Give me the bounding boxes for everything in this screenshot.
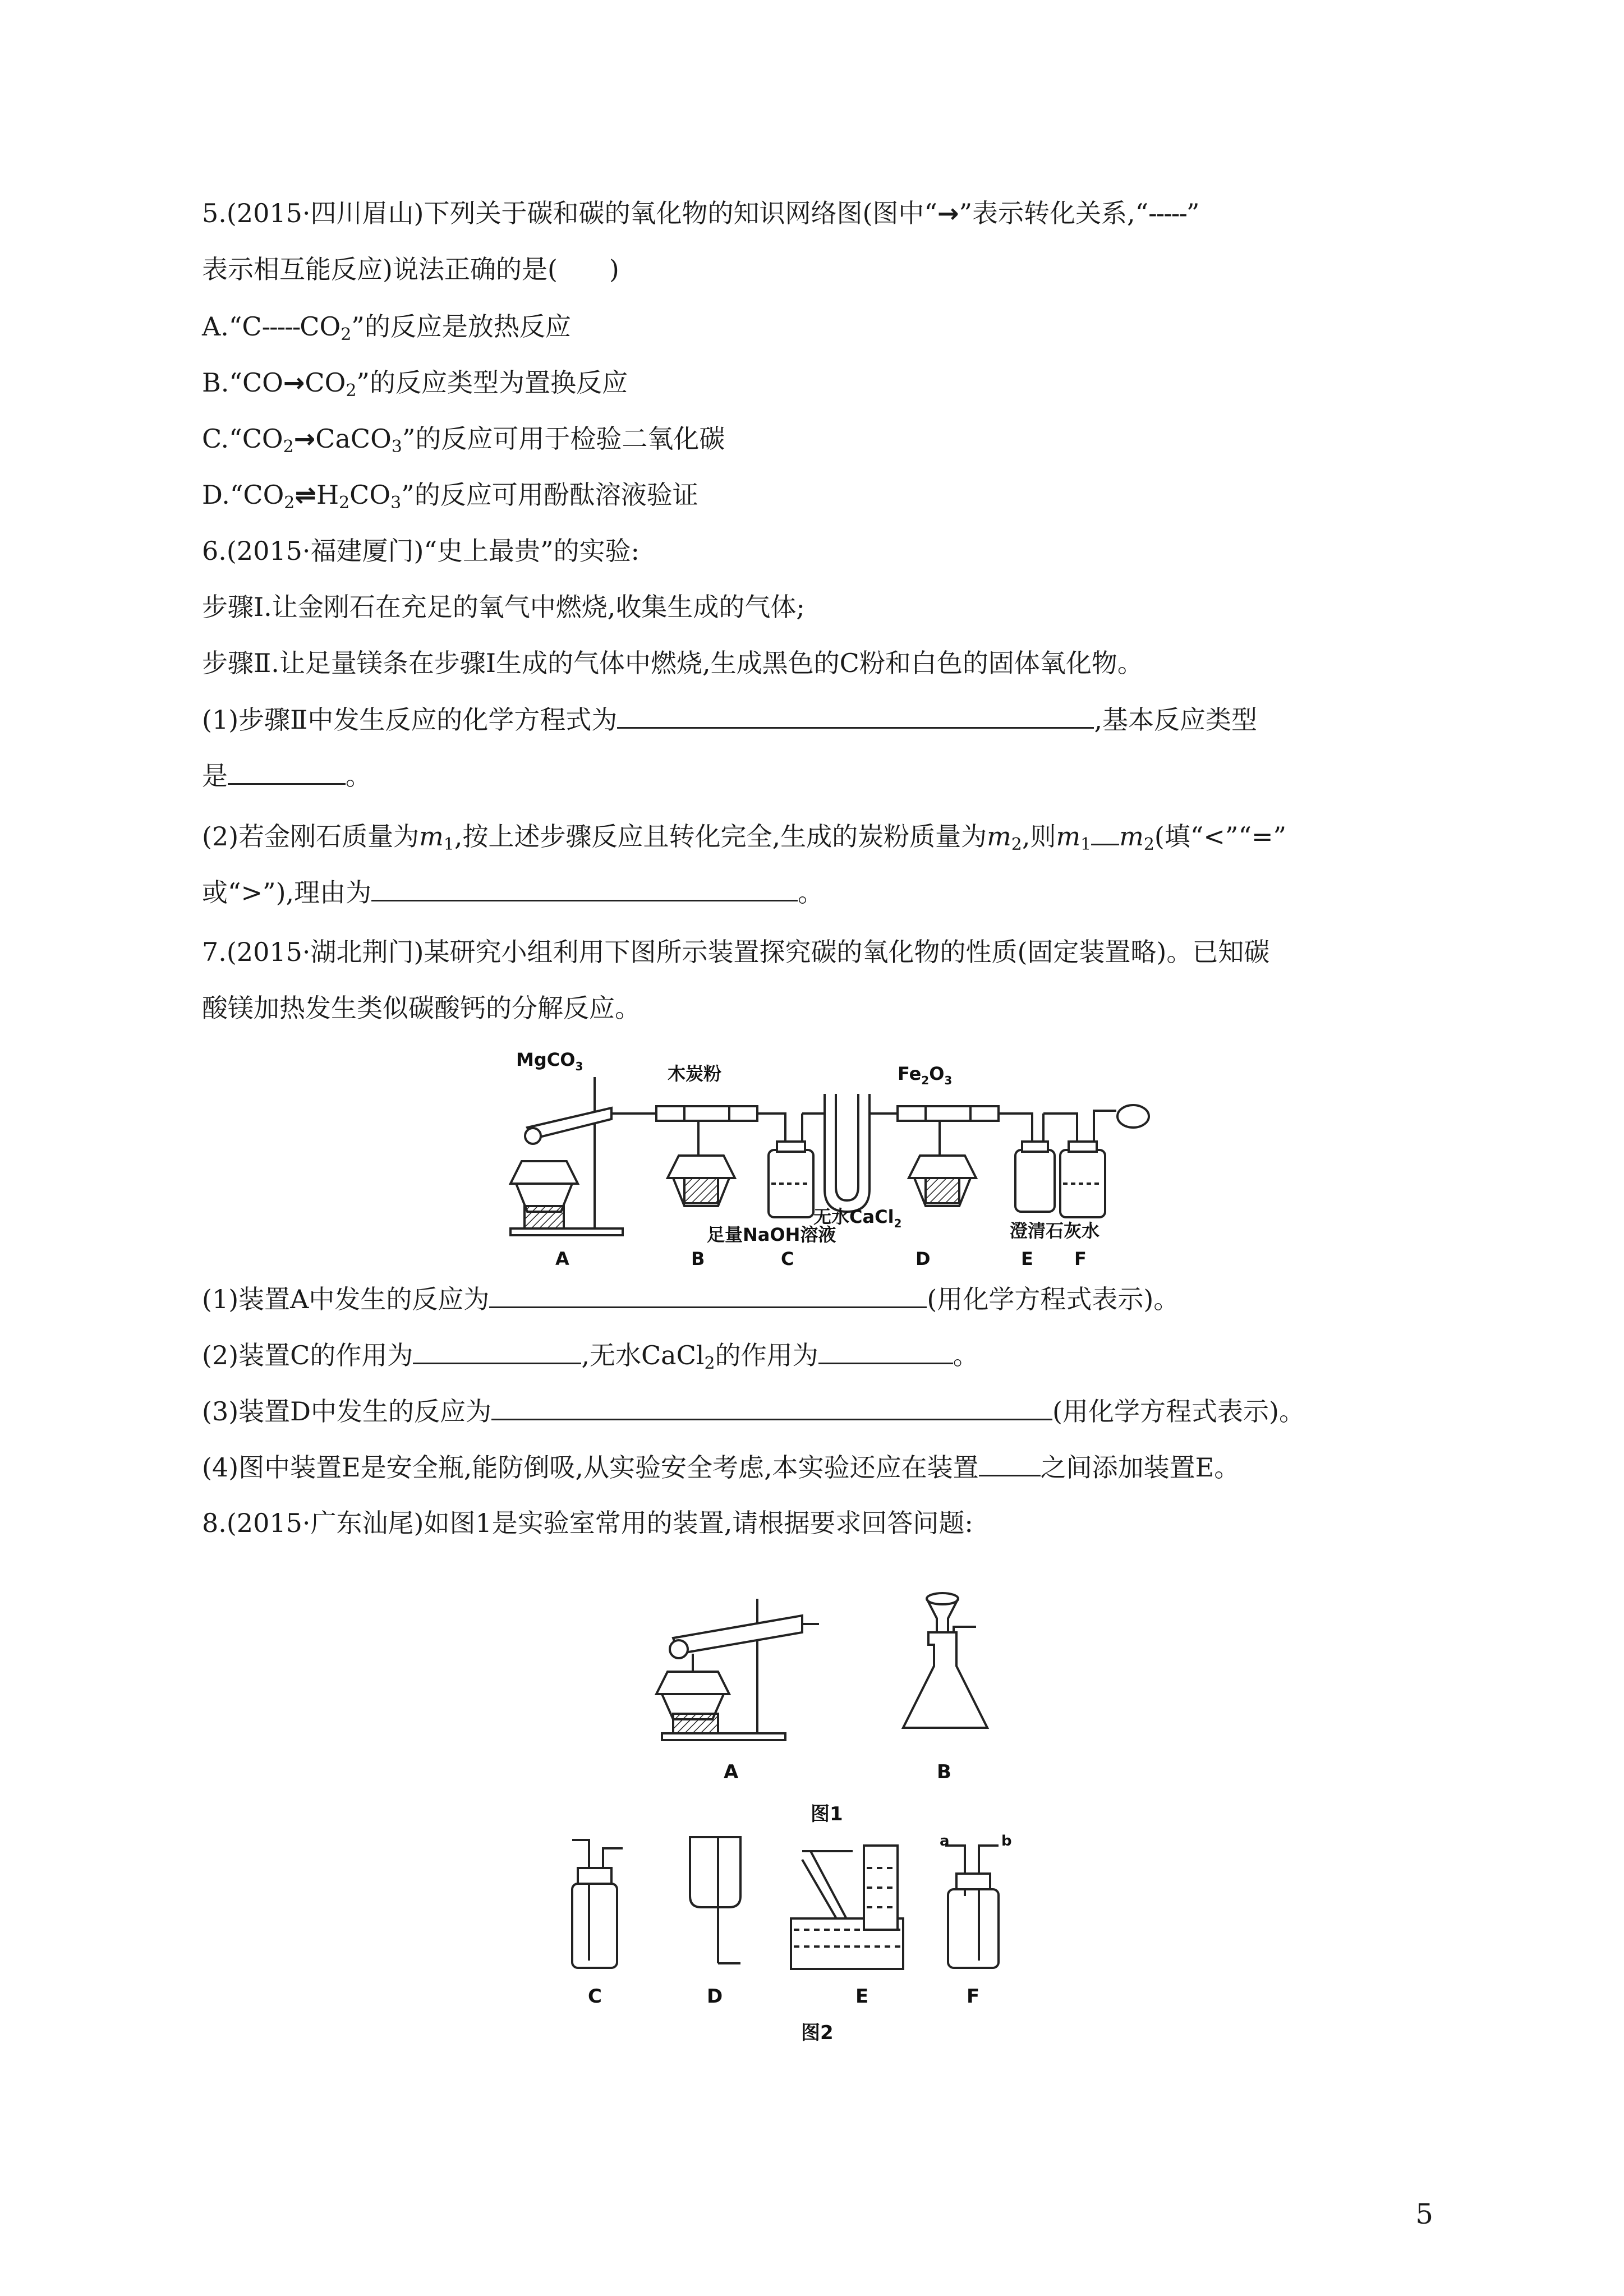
fig-label-e: E <box>1021 1248 1033 1268</box>
port-a-label: a <box>940 1834 950 1849</box>
q5-option-b: $B.“CO\to CO_2$”的反应类型为置换反应 <box>202 367 628 401</box>
fig2-label-c: C <box>588 1985 602 2008</box>
q5-option-a: $A.“C-----CO_2$”的反应是放热反应 <box>202 311 571 344</box>
answer-blank[interactable] <box>371 875 798 901</box>
label-naoh: 足量NaOH溶液 <box>707 1224 836 1245</box>
fig2-label-e: E <box>855 1985 869 2008</box>
q8-figure-1 <box>640 1588 1010 1829</box>
answer-blank[interactable] <box>491 1394 1052 1420</box>
port-b-label: b <box>1001 1834 1012 1849</box>
q6-part2: (2)若金刚石质量为$m_1$,按上述步骤反应且转化完全,生成的炭粉质量为$m_2$,则$m_1$ $m_2$(填“<”“=” <box>202 819 1286 853</box>
label-fe2o3: $Fe_2O_3$ <box>898 1063 953 1087</box>
q6-stem: 6.(2015·福建厦门)“史上最贵”的实验: <box>202 536 640 566</box>
q8-figure-2 <box>561 1834 1077 2047</box>
q7-part4: (4)图中装置E是安全瓶,能防倒吸,从实验安全考虑,本实验还应在装置 之间添加装置E。 <box>202 1450 1240 1484</box>
q7-stem-line1: 7.(2015·湖北荆门)某研究小组利用下图所示装置探究碳的氧化物的性质(固定装置略)。已知碳 <box>202 937 1270 967</box>
q6-step2: 步骤Ⅱ.让足量镁条在步骤Ⅰ生成的气体中燃烧,生成黑色的C粉和白色的固体氧化物。 <box>202 648 1143 678</box>
q7-stem-line2: 酸镁加热发生类似碳酸钙的分解反应。 <box>202 993 641 1023</box>
label-mgco3: MgCO$_3$ <box>516 1049 583 1073</box>
q7-part1: (1)装置A中发生的反应为 (用化学方程式表示)。 <box>202 1282 1179 1316</box>
fig2-label-f: F <box>967 1985 980 2008</box>
fig2-label-d: D <box>707 1985 723 2008</box>
q7-part3: (3)装置D中发生的反应为 (用化学方程式表示)。 <box>202 1394 1305 1428</box>
q5-option-d: $D.“CO_2\rightleftharpoons H_2CO_3$”的反应可用酚酞溶液验证 <box>202 480 698 513</box>
fig-label-f: F <box>1074 1248 1087 1268</box>
label-limewater: 澄清石灰水 <box>1010 1220 1100 1241</box>
q7-part2: (2)装置C的作用为 ,无水CaCl$_2$的作用为 。 <box>202 1338 979 1372</box>
answer-blank[interactable] <box>979 1450 1041 1476</box>
q6-part1-line2: 是 。 <box>202 758 371 793</box>
fig-label-a: A <box>555 1248 569 1268</box>
fig-label-b: B <box>691 1248 705 1268</box>
q7-apparatus-figure <box>494 1043 1156 1268</box>
q6-part2-line2: 或“>”),理由为 。 <box>202 875 823 909</box>
answer-blank[interactable] <box>413 1338 581 1364</box>
answer-blank[interactable] <box>818 1338 953 1364</box>
q6-part1: (1)步骤Ⅱ中发生反应的化学方程式为 ,基本反应类型 <box>202 702 1257 737</box>
fig-label-d: D <box>915 1248 931 1268</box>
fig1-label-a: A <box>724 1761 739 1783</box>
label-cacl2: 无水CaCl$_2$ <box>813 1206 902 1230</box>
fig2-caption: 图2 <box>801 2022 834 2044</box>
answer-blank[interactable] <box>228 758 346 785</box>
q6-step1: 步骤Ⅰ.让金刚石在充足的氧气中燃烧,收集生成的气体; <box>202 592 805 622</box>
q5-stem-line1: 5.(2015·四川眉山)下列关于碳和碳的氧化物的知识网络图(图中“→”表示转化关系,“-----” <box>202 198 1200 228</box>
label-charcoal: 木炭粉 <box>668 1063 722 1084</box>
q5-option-c: $C.“CO_2\to CaCO_3$”的反应可用于检验二氧化碳 <box>202 424 725 457</box>
fig1-caption: 图1 <box>811 1803 843 1825</box>
fig1-label-b: B <box>937 1761 951 1783</box>
fig-label-c: C <box>781 1248 794 1268</box>
q5-stem-line2: 表示相互能反应)说法正确的是( ) <box>202 254 619 284</box>
answer-blank[interactable] <box>489 1282 927 1308</box>
answer-blank[interactable] <box>617 702 1094 729</box>
q8-stem: 8.(2015·广东汕尾)如图1是实验室常用的装置,请根据要求回答问题: <box>202 1508 973 1538</box>
answer-blank[interactable] <box>1091 819 1119 845</box>
page-number: 5 <box>1415 2198 1433 2230</box>
